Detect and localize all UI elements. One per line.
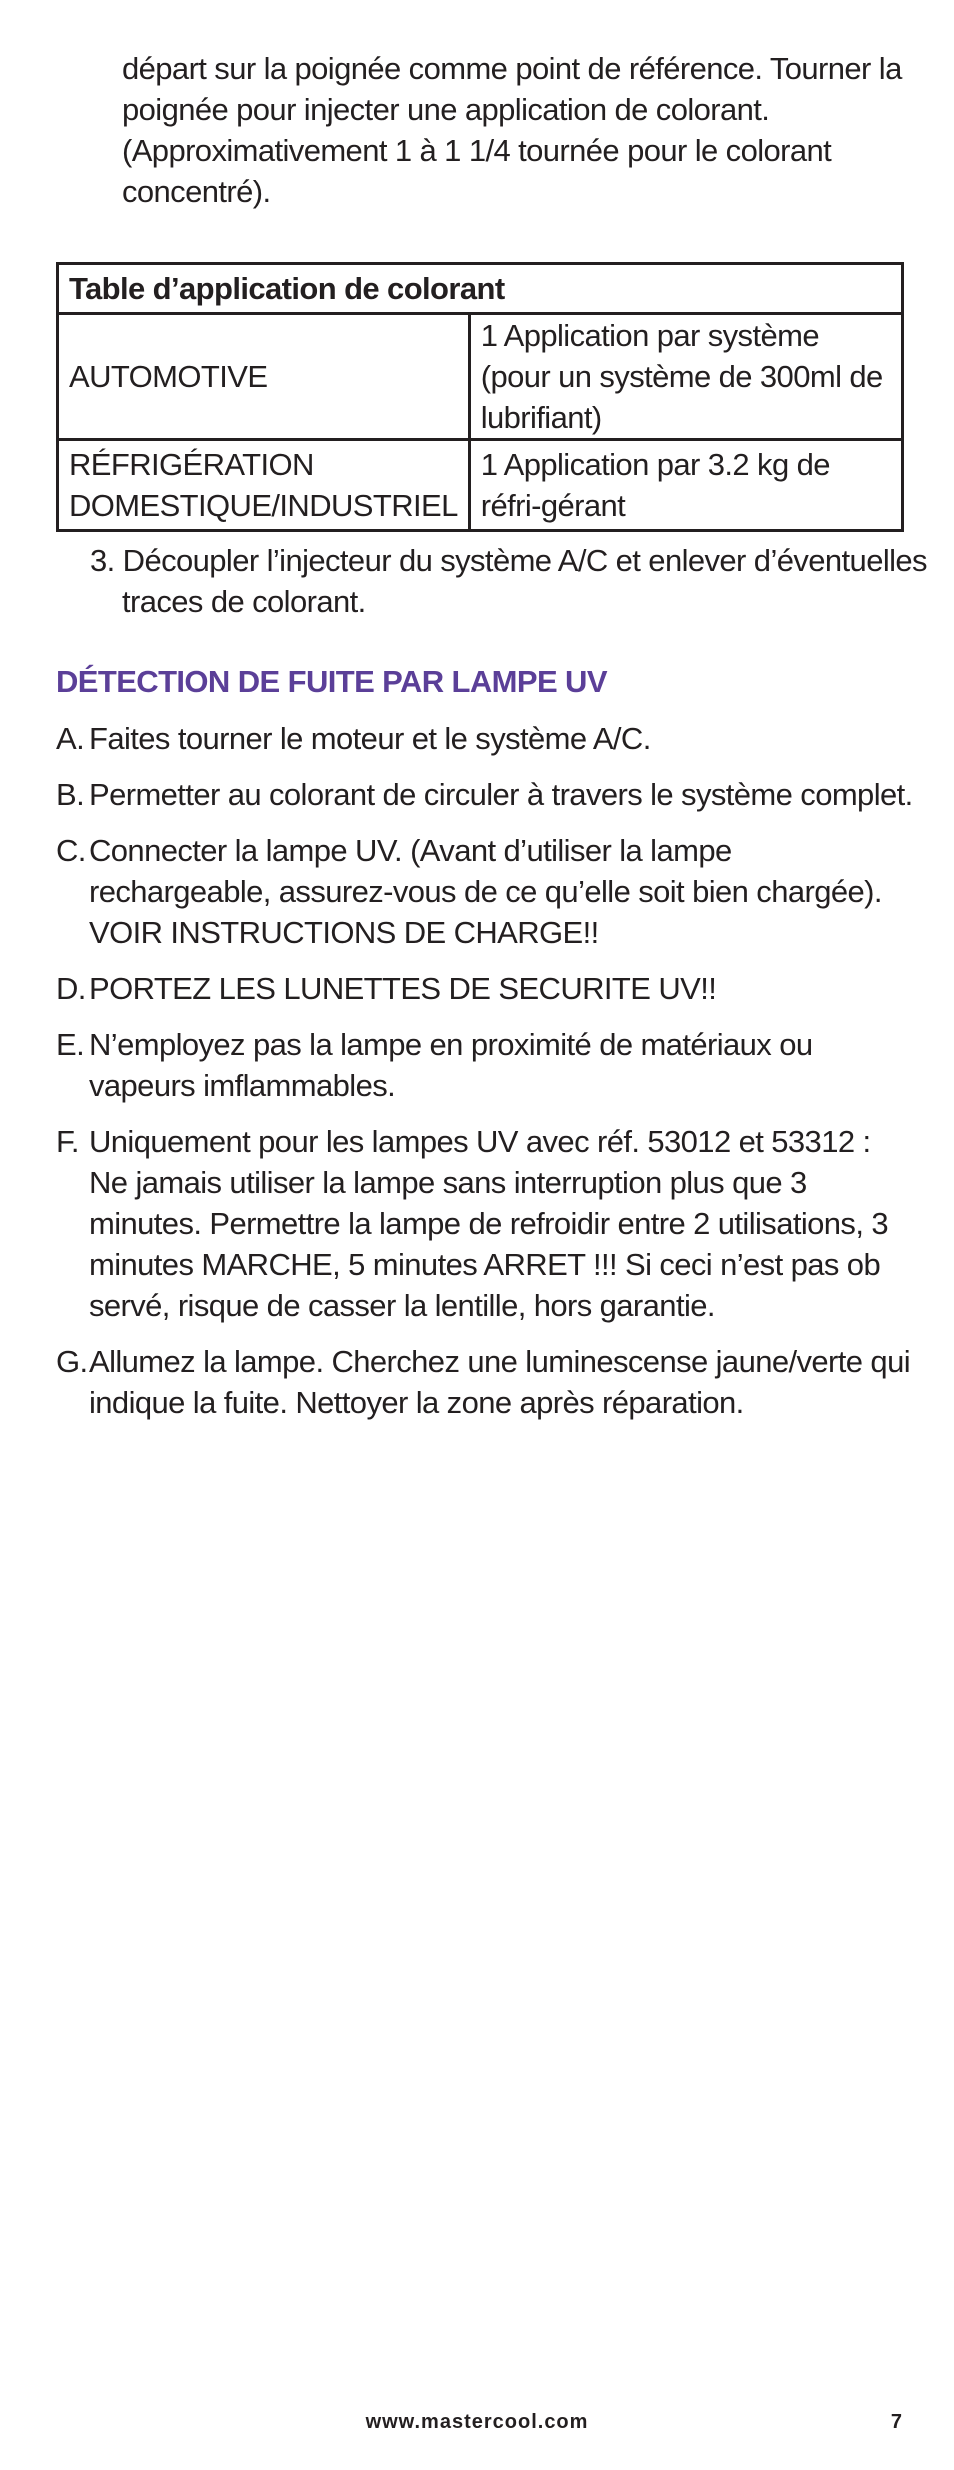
list-marker: A. [56, 721, 85, 756]
table-cell-label: RÉFRIGÉRATION DOMESTIQUE/INDUSTRIEL [58, 440, 470, 531]
table-row [58, 314, 903, 440]
list-item [56, 968, 916, 1009]
list-item [56, 1024, 916, 1106]
list-item [56, 774, 916, 815]
table-header-row [58, 264, 903, 314]
list-marker: C. [56, 833, 86, 868]
page-number: 7 [890, 2411, 902, 2433]
list-item-text: Connecter la lampe UV. (Avant d’utiliser la lampe rechargeable, assurez-vous de ce qu’elle soit bien chargée). VOIR INSTRUCTIONS DE CHARGE!! [89, 833, 882, 950]
list-marker: G. [56, 1344, 88, 1379]
table-row [58, 440, 903, 531]
list-marker: D. [56, 971, 86, 1006]
list-item [56, 1121, 916, 1326]
list-item [56, 830, 916, 953]
list-item-text: PORTEZ LES LUNETTES DE SECURITE UV!! [89, 971, 717, 1006]
table-cell-label: AUTOMOTIVE [58, 314, 470, 440]
list-item [56, 718, 916, 759]
table-title: Table d’application de colorant [58, 264, 903, 314]
list-item-text: Permetter au colorant de circuler à travers le système complet. [89, 777, 913, 812]
list-item-text: Uniquement pour les lampes UV avec réf. 53012 et 53312 : Ne jamais utiliser la lampe sans interruption plus que 3 minutes. Permettre la lampe de refroidir entre 2 utilisations, 3 minutes MARCHE, 5 minutes ARRET !!! Si ceci n’est pas ob servé, risque de casser la lentille, hors garantie. [89, 1124, 888, 1323]
list-item [56, 1341, 916, 1423]
list-item-text: N’employez pas la lampe en proximité de matériaux ou vapeurs imflammables. [89, 1027, 813, 1103]
table-cell-value: 1 Application par système (pour un système de 300ml de lubrifiant) [469, 314, 902, 440]
dye-application-table [56, 262, 904, 532]
list-marker: B. [56, 777, 85, 812]
list-item-text: Faites tourner le moteur et le système A/C. [89, 721, 651, 756]
step-3-text: 3. Découpler l’injecteur du système A/C et enlever d’éventuelles traces de colorant. [90, 543, 927, 619]
list-item-text: Allumez la lampe. Cherchez une luminescense jaune/verte qui indique la fuite. Nettoyer la zone après réparation. [89, 1344, 911, 1420]
list-marker: E. [56, 1027, 85, 1062]
footer-website-link[interactable]: www.mastercool.com [365, 2411, 589, 2433]
table-cell-value: 1 Application par 3.2 kg de réfri-gérant [469, 440, 902, 531]
uv-steps-list [56, 718, 916, 1438]
section-heading: DÉTECTION DE FUITE PAR LAMPE UV [56, 664, 607, 699]
list-marker: F. [56, 1124, 79, 1159]
intro-paragraph: départ sur la poignée comme point de référence. Tourner la poignée pour injecter une application de colorant. (Approximativement 1 à 1 1/4 tournée pour le colorant concentré). [122, 51, 902, 209]
